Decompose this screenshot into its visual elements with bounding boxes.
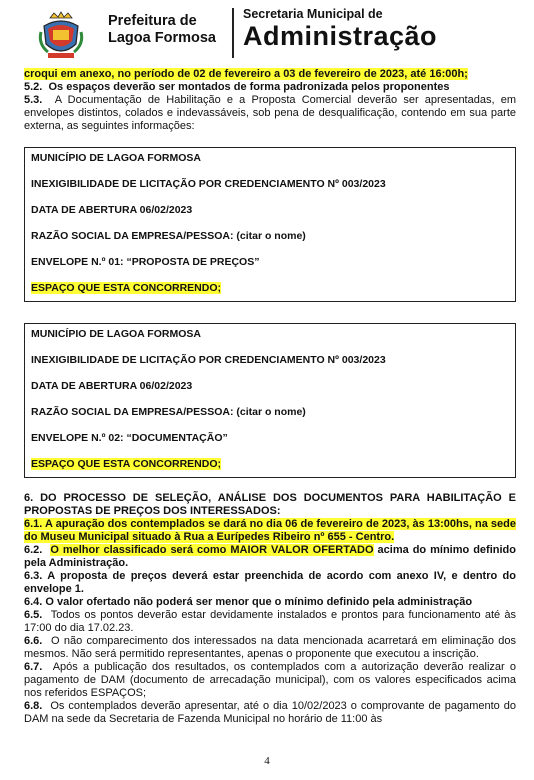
box2-line-razao-social: RAZÃO SOCIAL DA EMPRESA/PESSOA: (citar o nome)	[31, 406, 306, 418]
envelope-1-label-box	[24, 147, 516, 302]
clause-6-6: 6.6. O não comparecimento dos interessados na data mencionada acarretará em eliminação dos mesmos. Não será permitido representantes, apenas o proponente que executou a inscrição.	[24, 635, 516, 660]
box1-line-envelope: ENVELOPE N.º 01: “PROPOSTA DE PREÇOS”	[31, 256, 260, 268]
header-divider	[232, 8, 234, 58]
clause-5-3: 5.3. A Documentação de Habilitação e a Proposta Comercial deverão ser apresentadas, em envelopes distintos, colados e indevassáveis, sob pena de desqualificação, contendo em sua parte externa, as seguintes informações:	[24, 94, 516, 132]
box2-line-data: DATA DE ABERTURA 06/02/2023	[31, 380, 193, 392]
clause-6-7: 6.7. Após a publicação dos resultados, os contemplados com a autorização deverão realizar o pagamento de DAM (documento de arrecadação municipal), com os valores especificados acima nos referidos ESPAÇOS;	[24, 661, 516, 699]
clause-6-4: 6.4. O valor ofertado não poderá ser menor que o mínimo definido pela administração	[24, 596, 473, 608]
clause-6-3: 6.3. A proposta de preços deverá estar preenchida de acordo com anexo IV, e dentro do envelope 1.	[24, 570, 516, 595]
clause-6-5: 6.5. Todos os pontos deverão estar devidamente instalados e prontos para funcionamento até às 17:00 do dia 17.02.23.	[24, 609, 516, 634]
box2-line-inexigibilidade: INEXIGIBILIDADE DE LICITAÇÃO POR CREDENCIAMENTO Nº 003/2023	[31, 354, 386, 366]
department-title: Administração	[243, 21, 438, 51]
document-body	[24, 68, 516, 726]
box2-line-municipio: MUNICÍPIO DE LAGOA FORMOSA	[31, 328, 201, 340]
box1-line-espaco: ESPAÇO QUE ESTA CONCORRENDO;	[31, 282, 221, 294]
box1-line-data: DATA DE ABERTURA 06/02/2023	[31, 204, 193, 216]
box1-line-inexigibilidade: INEXIGIBILIDADE DE LICITAÇÃO POR CREDENCIAMENTO Nº 003/2023	[31, 178, 386, 190]
box2-line-envelope: ENVELOPE N.º 02: “DOCUMENTAÇÃO”	[31, 432, 228, 444]
section-6-heading: 6. DO PROCESSO DE SELEÇÃO, ANÁLISE DOS DOCUMENTOS PARA HABILITAÇÃO E PROPOSTAS DE PREÇOS DOS INTERESSADOS:	[24, 492, 516, 517]
clause-6-1: 6.1. A apuração dos contemplados se dará no dia 06 de fevereiro de 2023, às 13:00hs, na sede do Museu Municipal situado à Rua a Eurípedes Ribeiro nº 655 - Centro.	[24, 518, 516, 543]
envelope-2-label-box	[24, 323, 516, 478]
page-number: 4	[264, 755, 270, 767]
page-header	[0, 0, 534, 68]
intro-highlight-line: croqui em anexo, no período de 02 de fevereiro a 03 de fevereiro de 2023, até 16:00h;	[24, 68, 468, 80]
clause-5-2: 5.2. Os espaços deverão ser montados de forma padronizada pelos proponentes	[24, 81, 450, 93]
prefeitura-name: Prefeitura de Lagoa Formosa	[108, 13, 216, 46]
box2-line-espaco: ESPAÇO QUE ESTA CONCORRENDO;	[31, 458, 221, 470]
clause-6-8: 6.8. Os contemplados deverão apresentar, até o dia 10/02/2023 o comprovante de pagamento do DAM na sede da Secretaria de Fazenda Municipal no horário de 11:00 às	[24, 700, 516, 725]
municipal-crest-icon	[36, 10, 86, 60]
box1-line-municipio: MUNICÍPIO DE LAGOA FORMOSA	[31, 152, 201, 164]
clause-6-2: 6.2. O melhor classificado será como MAIOR VALOR OFERTADO acima do mínimo definido pela Administração.	[24, 544, 516, 569]
secretaria-label: Secretaria Municipal de	[243, 7, 383, 21]
box1-line-razao-social: RAZÃO SOCIAL DA EMPRESA/PESSOA: (citar o nome)	[31, 230, 306, 242]
